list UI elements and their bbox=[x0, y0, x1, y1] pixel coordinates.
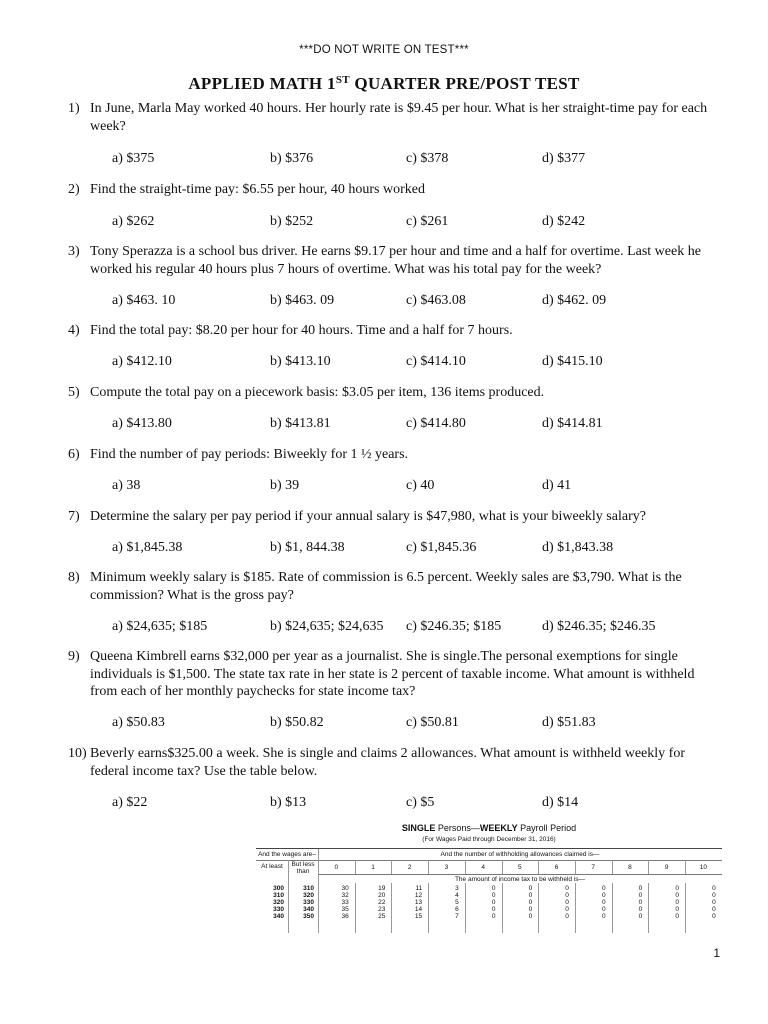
answer-row-7 bbox=[68, 539, 718, 557]
answer-row-8 bbox=[68, 618, 718, 636]
column-divider bbox=[685, 883, 686, 933]
withholding-cell: 32 bbox=[341, 892, 349, 899]
question-1 bbox=[68, 100, 718, 135]
choice-c[interactable]: c) $5 bbox=[406, 795, 435, 810]
question-number: 4) bbox=[68, 323, 80, 338]
withholding-cell: 0 bbox=[601, 913, 606, 920]
allowance-col-4: 4 bbox=[481, 864, 485, 871]
question-10 bbox=[68, 745, 718, 780]
withholding-cell: 0 bbox=[638, 885, 643, 892]
withheld-header: The amount of income tax to be withheld is— bbox=[454, 876, 586, 883]
question-text: Minimum weekly salary is $185. Rate of commission is 6.5 percent. Weekly sales are $3,790. What is the commission? What is the gross pay? bbox=[90, 570, 682, 603]
allowance-col-5: 5 bbox=[518, 864, 522, 871]
choice-d[interactable]: d) $246.35; $246.35 bbox=[542, 619, 656, 634]
column-divider bbox=[685, 860, 686, 874]
do-not-write-notice: ***DO NOT WRITE ON TEST*** bbox=[299, 44, 469, 56]
choice-a[interactable]: a) $1,845.38 bbox=[112, 540, 183, 555]
choice-b[interactable]: b) $413.81 bbox=[270, 416, 331, 431]
answer-row-6 bbox=[68, 477, 718, 495]
withholding-cell: 3 bbox=[455, 885, 459, 892]
column-divider bbox=[648, 883, 649, 933]
choice-d[interactable]: d) $462. 09 bbox=[542, 293, 607, 308]
but-less-than-header: But less than bbox=[291, 861, 315, 875]
withholding-cell: 0 bbox=[712, 885, 716, 892]
question-4 bbox=[68, 322, 718, 340]
question-number: 9) bbox=[68, 649, 80, 664]
title-rest: QUARTER PRE/POST TEST bbox=[349, 74, 580, 93]
withholding-cell: 0 bbox=[638, 899, 643, 906]
withholding-cell: 0 bbox=[712, 892, 716, 899]
choice-b[interactable]: b) $413.10 bbox=[270, 354, 331, 369]
withholding-cell: 0 bbox=[712, 906, 716, 913]
question-7 bbox=[68, 508, 718, 526]
column-divider bbox=[538, 883, 539, 933]
withholding-cell: 0 bbox=[491, 899, 496, 906]
table-title bbox=[256, 823, 722, 833]
wage-at-least: 320 bbox=[273, 899, 284, 906]
withholding-cell: 0 bbox=[675, 892, 679, 899]
withholding-cell: 0 bbox=[491, 885, 496, 892]
withholding-cell: 0 bbox=[528, 885, 533, 892]
column-divider bbox=[391, 883, 392, 933]
question-number: 6) bbox=[68, 447, 80, 462]
withholding-cell: 0 bbox=[565, 913, 569, 920]
allowance-col-9: 9 bbox=[664, 864, 669, 871]
withholding-cell: 14 bbox=[414, 906, 423, 913]
question-2 bbox=[68, 181, 718, 199]
column-divider bbox=[288, 860, 289, 933]
table-title-weekly: WEEKLY bbox=[479, 823, 518, 833]
choice-a[interactable]: a) $50.83 bbox=[112, 715, 165, 730]
choice-b[interactable]: b) $13 bbox=[270, 795, 307, 810]
table-title-single: SINGLE bbox=[401, 823, 436, 833]
choice-b[interactable]: b) $252 bbox=[270, 214, 314, 229]
withholding-cell: 5 bbox=[455, 899, 459, 906]
choice-a[interactable]: a) $413.80 bbox=[112, 416, 172, 431]
choice-c[interactable]: c) $378 bbox=[406, 151, 449, 166]
choice-b[interactable]: b) $463. 09 bbox=[270, 293, 335, 308]
choice-c[interactable]: c) $414.80 bbox=[406, 416, 466, 431]
question-text: Find the number of pay periods: Biweekly for 1 ½ years. bbox=[90, 447, 409, 462]
withholding-cell: 33 bbox=[341, 899, 349, 906]
question-number: 3) bbox=[68, 244, 80, 259]
withholding-cell: 0 bbox=[565, 899, 569, 906]
choice-d[interactable]: d) 41 bbox=[542, 478, 572, 493]
column-divider bbox=[318, 849, 319, 933]
choice-a[interactable]: a) $463. 10 bbox=[112, 293, 176, 308]
question-number: 8) bbox=[68, 570, 80, 585]
wage-less-than: 350 bbox=[303, 913, 314, 920]
column-divider bbox=[391, 860, 392, 874]
column-divider bbox=[428, 883, 429, 933]
choice-a[interactable]: a) $22 bbox=[112, 795, 148, 810]
withholding-cell: 0 bbox=[675, 885, 679, 892]
answer-row-2 bbox=[68, 213, 718, 231]
column-divider bbox=[465, 883, 466, 933]
question-9 bbox=[68, 648, 718, 701]
choice-c[interactable]: c) $261 bbox=[406, 214, 449, 229]
choice-d[interactable]: d) $14 bbox=[542, 795, 579, 810]
allowance-col-1: 1 bbox=[371, 864, 375, 871]
column-divider bbox=[575, 860, 576, 874]
withholding-cell: 0 bbox=[712, 899, 716, 906]
question-text: Find the total pay: $8.20 per hour for 40 hours. Time and a half for 7 hours. bbox=[90, 323, 513, 338]
withholding-cell: 19 bbox=[378, 885, 386, 892]
withholding-cell: 0 bbox=[638, 892, 643, 899]
column-divider bbox=[428, 860, 429, 874]
allowance-col-3: 3 bbox=[444, 864, 449, 871]
column-divider bbox=[465, 860, 466, 874]
wage-at-least: 330 bbox=[273, 906, 284, 913]
question-number: 5) bbox=[68, 385, 80, 400]
withholding-cell: 0 bbox=[491, 913, 496, 920]
withholding-cell: 0 bbox=[675, 899, 679, 906]
choice-a[interactable]: a) $24,635; $185 bbox=[112, 619, 208, 634]
choice-a[interactable]: a) $375 bbox=[112, 151, 155, 166]
question-text: Beverly earns$325.00 a week. She is single and claims 2 allowances. What amount is withheld weekly for federal income tax? Use the table below. bbox=[90, 746, 685, 779]
choice-d[interactable]: d) $242 bbox=[542, 214, 586, 229]
column-divider bbox=[502, 883, 503, 933]
withholding-cell: 4 bbox=[455, 892, 459, 899]
answer-row-3 bbox=[68, 292, 718, 310]
choice-d[interactable]: d) $1,843.38 bbox=[542, 540, 614, 555]
allowance-col-7: 7 bbox=[591, 864, 596, 871]
withholding-cell: 15 bbox=[414, 913, 423, 920]
question-3 bbox=[68, 243, 718, 278]
withholding-cell: 0 bbox=[565, 885, 569, 892]
wage-less-than: 330 bbox=[303, 899, 314, 906]
withholding-cell: 35 bbox=[341, 906, 349, 913]
title-main: APPLIED MATH 1 bbox=[188, 74, 336, 93]
question-number: 1) bbox=[68, 101, 80, 116]
wage-at-least: 310 bbox=[273, 892, 284, 899]
choice-b[interactable]: b) 39 bbox=[270, 478, 300, 493]
subheader-divider bbox=[318, 874, 722, 875]
choice-c[interactable]: c) $463.08 bbox=[406, 293, 466, 308]
withholding-cell: 0 bbox=[491, 906, 496, 913]
choice-b[interactable]: b) $50.82 bbox=[270, 715, 324, 730]
choice-b[interactable]: b) $376 bbox=[270, 151, 314, 166]
question-text: Tony Sperazza is a school bus driver. He earns $9.17 per hour and time and a half for overtime. Last week he worked his regular 40 hours plus 7 hours of overtime. What was his total pay for the week? bbox=[90, 244, 701, 277]
page-title bbox=[0, 74, 768, 94]
choice-b[interactable]: b) $24,635; $24,635 bbox=[270, 619, 384, 634]
withholding-cell: 0 bbox=[565, 892, 569, 899]
wages-header: And the wages are– bbox=[258, 851, 316, 858]
allowance-col-0: 0 bbox=[334, 864, 339, 871]
withholding-cell: 0 bbox=[712, 913, 716, 920]
choice-c[interactable]: c) $50.81 bbox=[406, 715, 459, 730]
choice-a[interactable]: a) $262 bbox=[112, 214, 155, 229]
withholding-cell: 36 bbox=[341, 913, 349, 920]
allowances-header: And the number of withholding allowances claimed is— bbox=[440, 851, 600, 858]
tax-withholding-table bbox=[256, 820, 722, 932]
answer-row-5 bbox=[68, 415, 718, 433]
withholding-cell: 7 bbox=[455, 913, 459, 920]
withholding-cell: 0 bbox=[601, 885, 606, 892]
allowance-col-8: 8 bbox=[628, 864, 632, 871]
at-least-header: At least bbox=[261, 863, 283, 870]
withholding-cell: 6 bbox=[455, 906, 459, 913]
column-divider bbox=[612, 860, 613, 874]
choice-b[interactable]: b) $1, 844.38 bbox=[270, 540, 345, 555]
wage-less-than: 320 bbox=[303, 892, 314, 899]
question-text: Queena Kimbrell earns $32,000 per year as a journalist. She is single.The personal exemptions for single individuals is $1,500. The state tax rate in her state is 2 percent of taxable income. What amount is withheld from each of her monthly paychecks for state income tax? bbox=[90, 649, 695, 699]
page-number: 1 bbox=[713, 946, 720, 960]
withholding-cell: 13 bbox=[414, 899, 423, 906]
withholding-cell: 0 bbox=[638, 906, 643, 913]
withholding-cell: 22 bbox=[378, 899, 386, 906]
choice-a[interactable]: a) $412.10 bbox=[112, 354, 172, 369]
withholding-cell: 0 bbox=[601, 906, 606, 913]
question-text: Find the straight-time pay: $6.55 per hour, 40 hours worked bbox=[90, 182, 425, 197]
choice-d[interactable]: d) $51.83 bbox=[542, 715, 596, 730]
table-title-persons: Persons— bbox=[435, 823, 480, 833]
withholding-cell: 25 bbox=[378, 913, 386, 920]
question-number: 10) bbox=[68, 746, 87, 761]
withholding-cell: 23 bbox=[378, 906, 386, 913]
withholding-cell: 0 bbox=[675, 913, 679, 920]
choice-d[interactable]: d) $414.81 bbox=[542, 416, 603, 431]
table-grid bbox=[256, 848, 722, 933]
wage-at-least: 300 bbox=[273, 885, 284, 892]
column-divider bbox=[538, 860, 539, 874]
answer-row-10 bbox=[68, 794, 718, 812]
answer-row-4 bbox=[68, 353, 718, 371]
answer-row-1 bbox=[68, 150, 718, 168]
question-text: Compute the total pay on a piecework basis: $3.05 per item, 136 items produced. bbox=[90, 385, 545, 400]
choice-a[interactable]: a) 38 bbox=[112, 478, 141, 493]
withholding-cell: 20 bbox=[378, 892, 386, 899]
choice-d[interactable]: d) $415.10 bbox=[542, 354, 603, 369]
question-5 bbox=[68, 384, 718, 402]
table-title-period: Payroll Period bbox=[517, 823, 577, 833]
column-divider bbox=[575, 883, 576, 933]
wage-less-than: 310 bbox=[303, 885, 314, 892]
withholding-cell: 0 bbox=[528, 899, 533, 906]
choice-c[interactable]: c) $246.35; $185 bbox=[406, 619, 502, 634]
withholding-cell: 0 bbox=[528, 906, 533, 913]
column-divider bbox=[648, 860, 649, 874]
table-subtitle: (For Wages Paid through December 31, 2016) bbox=[422, 836, 556, 843]
column-divider bbox=[355, 860, 356, 874]
withholding-cell: 0 bbox=[528, 913, 533, 920]
choice-d[interactable]: d) $377 bbox=[542, 151, 586, 166]
allowance-col-10: 10 bbox=[699, 864, 707, 871]
withholding-cell: 0 bbox=[491, 892, 496, 899]
header-divider bbox=[256, 860, 722, 861]
question-text: In June, Marla May worked 40 hours. Her hourly rate is $9.45 per hour. What is her straight-time pay for each week? bbox=[90, 101, 708, 134]
withholding-cell: 0 bbox=[638, 913, 643, 920]
choice-c[interactable]: c) 40 bbox=[406, 478, 435, 493]
title-superscript: ST bbox=[335, 74, 350, 86]
wage-less-than: 340 bbox=[303, 906, 314, 913]
column-divider bbox=[612, 883, 613, 933]
column-divider bbox=[355, 883, 356, 933]
withholding-cell: 0 bbox=[565, 906, 569, 913]
withholding-cell: 12 bbox=[414, 892, 423, 899]
withholding-cell: 0 bbox=[528, 892, 533, 899]
allowance-col-6: 6 bbox=[554, 864, 559, 871]
question-number: 7) bbox=[68, 509, 80, 524]
withholding-cell: 0 bbox=[601, 892, 606, 899]
question-text: Determine the salary per pay period if your annual salary is $47,980, what is your biweekly salary? bbox=[90, 509, 646, 524]
withholding-cell: 11 bbox=[415, 885, 423, 892]
withholding-cell: 30 bbox=[341, 885, 349, 892]
withholding-cell: 0 bbox=[601, 899, 606, 906]
allowance-col-2: 2 bbox=[407, 864, 412, 871]
choice-c[interactable]: c) $414.10 bbox=[406, 354, 466, 369]
wage-at-least: 340 bbox=[273, 913, 284, 920]
question-number: 2) bbox=[68, 182, 80, 197]
column-divider bbox=[502, 860, 503, 874]
choice-c[interactable]: c) $1,845.36 bbox=[406, 540, 477, 555]
question-8 bbox=[68, 569, 718, 604]
answer-row-9 bbox=[68, 714, 718, 732]
withholding-cell: 0 bbox=[675, 906, 679, 913]
question-6 bbox=[68, 446, 718, 464]
